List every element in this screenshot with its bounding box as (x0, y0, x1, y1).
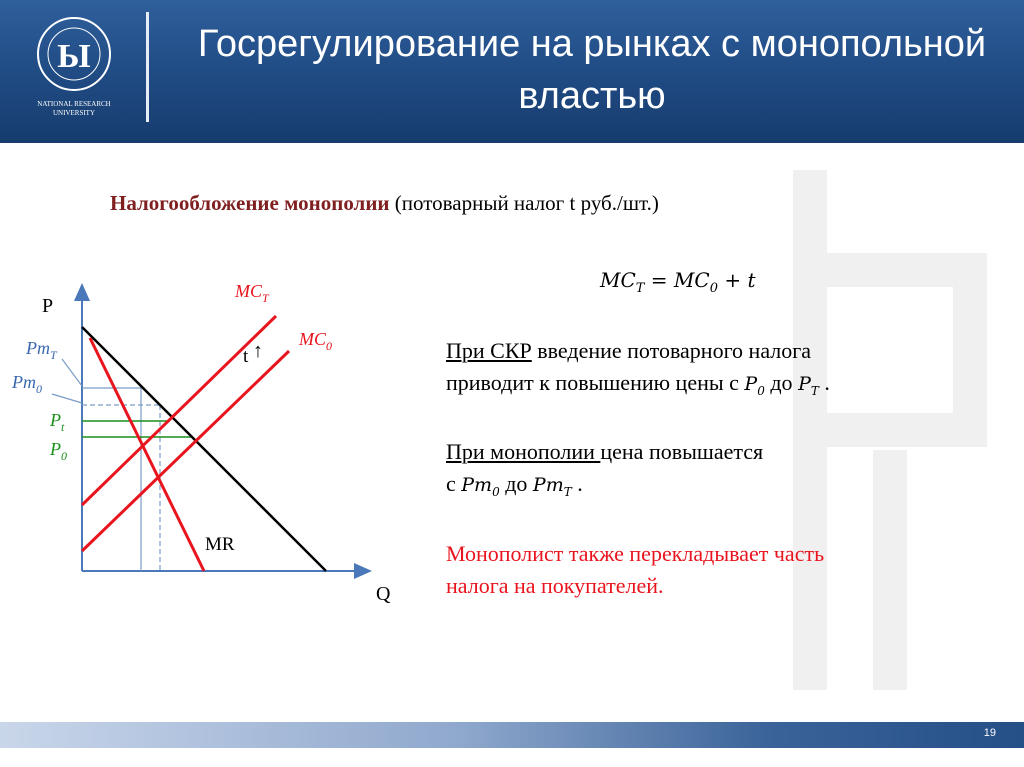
pm-t-pointer (62, 359, 82, 386)
paragraph2-underlined: При монополии (446, 439, 601, 464)
logo-caption-1: NATIONAL RESEARCH (37, 100, 111, 108)
axis-label-q: Q (376, 583, 391, 605)
mc-0-label: $MC_0$ (299, 329, 332, 353)
mc-t-label: $MC_T$ (235, 281, 269, 305)
p-0-label: $P_0$ (50, 439, 67, 463)
pm-0-label: $Pm_0$ (12, 372, 42, 396)
mc-t-curve (82, 316, 276, 505)
tax-formula: $MC_T = MC_0 + t$ (600, 268, 756, 296)
logo-letter: Ы (57, 38, 91, 75)
subtitle-rest: (потоварный налог t руб./шт.) (394, 191, 659, 215)
paragraph-conclusion (446, 538, 824, 602)
watermark-logo (770, 150, 1024, 720)
mr-curve (90, 338, 204, 571)
mr-label: MR (205, 534, 235, 555)
paragraph1-underlined: При СКР (446, 338, 532, 363)
tax-arrow: ↑ (253, 340, 263, 362)
monopoly-tax-graph (0, 0, 440, 620)
subtitle-bold: Налогообложение монополии (110, 191, 390, 215)
pm-t-label: $Pm_T$ (26, 338, 57, 362)
paragraph-competitive: При СКР введение потоварного налога приводит к повышению цены с $P_0$ до $P_T$ . (446, 338, 830, 398)
p-t-label: $P_t$ (50, 410, 65, 434)
conclusion-line-2: налога на покупателей. (446, 573, 664, 598)
tax-label: t (243, 346, 249, 367)
mc-0-curve (82, 351, 289, 551)
logo-caption-2: UNIVERSITY (53, 109, 95, 117)
pm-0-pointer (52, 394, 82, 403)
page-number: 19 (983, 727, 996, 739)
conclusion-line-1: Монополист также перекладывает часть (446, 541, 825, 566)
paragraph-monopoly: При монополии цена повышается с $Pm_0$ до $Pm_T$ . (446, 439, 764, 499)
axis-label-p: P (42, 295, 54, 317)
slide-title: Госрегулирование на рынках с монопольной властью (197, 23, 987, 117)
footer (0, 722, 1024, 748)
demand-curve (82, 327, 326, 571)
footer-bar (0, 722, 1024, 748)
